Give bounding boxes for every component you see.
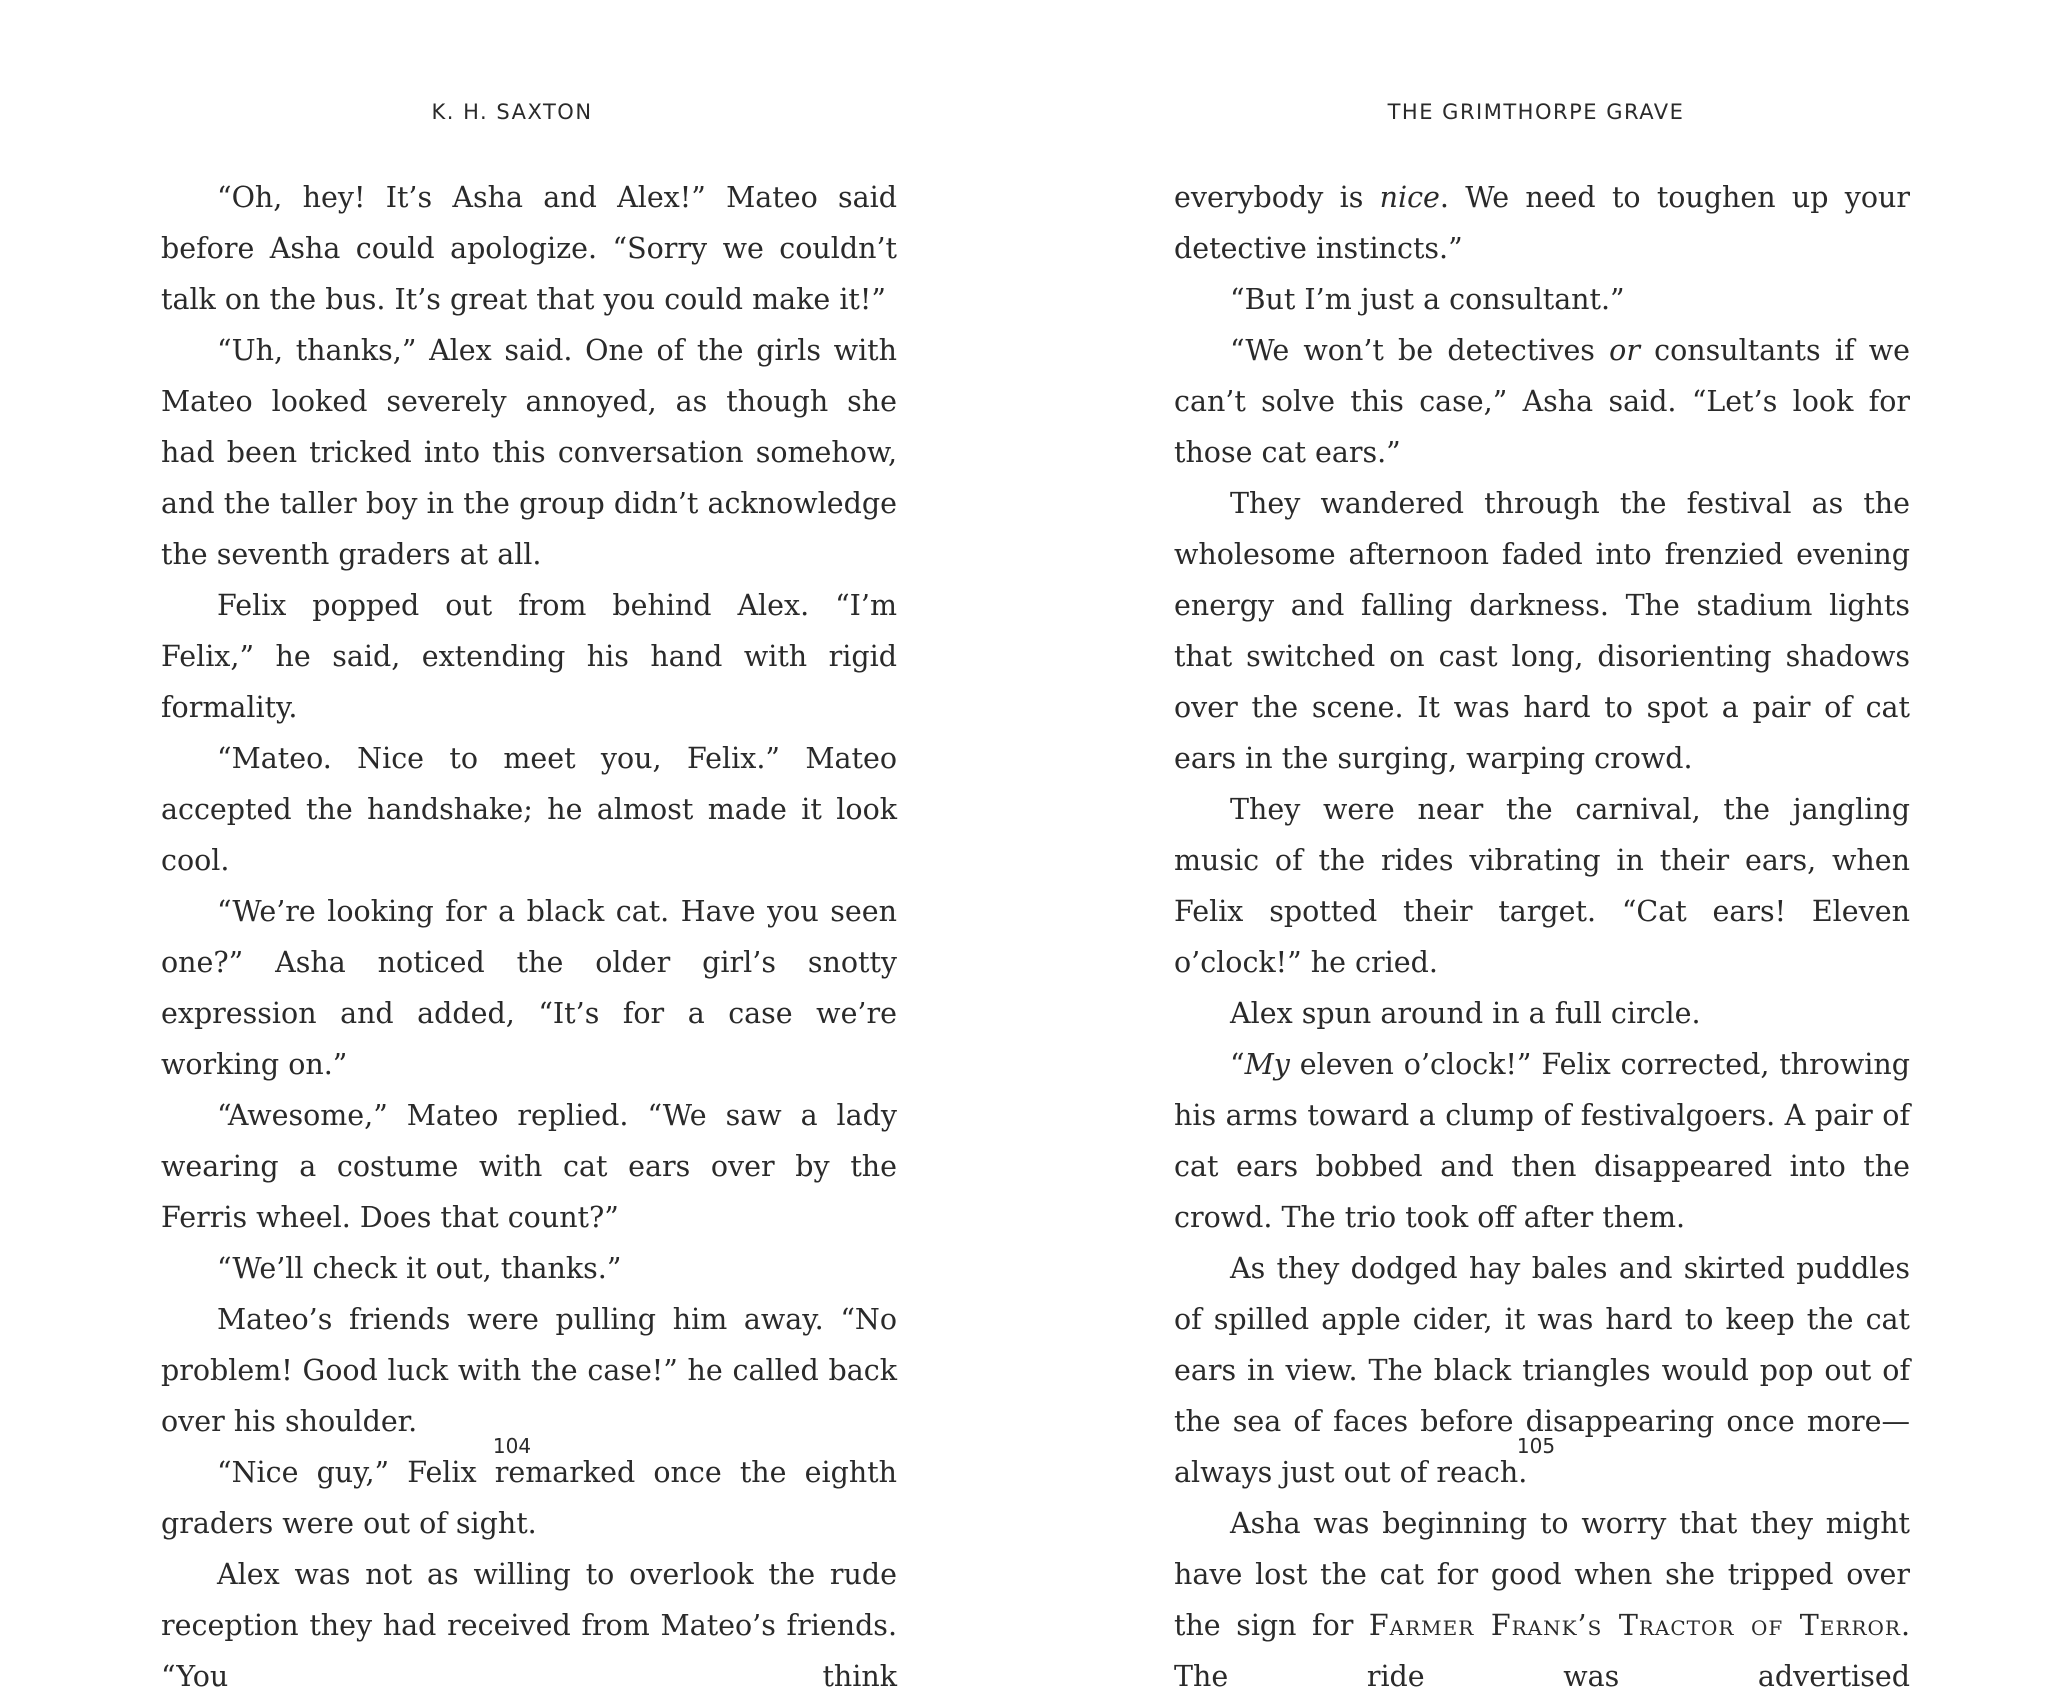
paragraph: They wandered through the festival as the wholesome afternoon faded into frenzied evening energy and falling darkness. The stadium lights that switched on cast long, disorienting shadows over the scene. It was hard to spot a pair of cat ears in the surging, warping crowd. xyxy=(1174,487,1910,775)
right-page-text xyxy=(1174,172,1910,1702)
text-run: . The ride was advertised xyxy=(1174,1609,1910,1693)
paragraph xyxy=(1174,325,1910,478)
paragraph: As they dodged hay bales and skirted puddles of spilled apple cider, it was hard to keep the cat ears in view. The black triangles would pop out of the sea of faces before disappearing once more—always just out of reach. xyxy=(1174,1252,1910,1489)
paragraph: “Mateo. Nice to meet you, Felix.” Mateo accepted the handshake; he almost made it look cool. xyxy=(161,742,897,877)
text-run: consultants if we can’t solve this case,” Asha said. “Let’s look for those cat ears.” xyxy=(1174,334,1910,469)
paragraph: Felix popped out from behind Alex. “I’m Felix,” he said, extending his hand with rigid formality. xyxy=(161,589,897,724)
italic-run: My xyxy=(1244,1048,1290,1081)
running-head-author: K. H. SAXTON xyxy=(431,100,593,124)
running-head-title: THE GRIMTHORPE GRAVE xyxy=(1387,100,1685,124)
paragraph-continued xyxy=(1174,172,1910,274)
paragraph: “Nice guy,” Felix remarked once the eighth graders were out of sight. xyxy=(161,1456,897,1540)
small-caps-run: Farmer Frank’s Tractor of Terror xyxy=(1368,1609,1901,1642)
text-run: . We need to toughen up your detective instincts.” xyxy=(1174,181,1910,265)
text-run: “ xyxy=(1230,1048,1245,1081)
page-number: 105 xyxy=(1516,1434,1556,1458)
paragraph: “We’re looking for a black cat. Have you seen one?” Asha noticed the older girl’s snotty expression and added, “It’s for a case we’re working on.” xyxy=(161,895,897,1081)
text-run: “We won’t be detectives xyxy=(1230,334,1610,367)
page-number: 104 xyxy=(492,1434,532,1458)
right-page xyxy=(1024,0,2048,1693)
paragraph: “Uh, thanks,” Alex said. One of the girls with Mateo looked severely annoyed, as though she had been tricked into this conversation somehow, and the taller boy in the group didn’t acknowledge the seventh graders at all. xyxy=(161,334,897,571)
text-run: eleven o’clock!” Felix corrected, throwing his arms toward a clump of festivalgoers. A pair of cat ears bobbed and then disappeared into the crowd. The trio took off after them. xyxy=(1174,1048,1910,1234)
left-page-text xyxy=(161,172,897,1702)
left-page xyxy=(0,0,1024,1693)
paragraph: “Oh, hey! It’s Asha and Alex!” Mateo said before Asha could apologize. “Sorry we couldn’t talk on the bus. It’s great that you could make it!” xyxy=(161,181,897,316)
paragraph-continues xyxy=(1174,1498,1910,1702)
paragraph: “But I’m just a consultant.” xyxy=(1230,283,1625,316)
paragraph: Alex spun around in a full circle. xyxy=(1230,997,1701,1030)
paragraph-continues: Alex was not as willing to overlook the rude reception they had received from Mateo’s friends. “You think xyxy=(161,1558,897,1693)
paragraph: They were near the carnival, the jangling music of the rides vibrating in their ears, when Felix spotted their target. “Cat ears! Eleven o’clock!” he cried. xyxy=(1174,793,1910,979)
paragraph: Mateo’s friends were pulling him away. “No problem! Good luck with the case!” he called back over his shoulder. xyxy=(161,1303,897,1438)
text-run: Asha was beginning to worry that they might have lost the cat for good when she tripped over the sign for xyxy=(1174,1507,1910,1642)
paragraph: “We’ll check it out, thanks.” xyxy=(217,1252,622,1285)
paragraph: “Awesome,” Mateo replied. “We saw a lady wearing a costume with cat ears over by the Ferris wheel. Does that count?” xyxy=(161,1099,897,1234)
text-run: everybody is xyxy=(1174,181,1380,214)
italic-run: nice xyxy=(1379,181,1440,214)
italic-run: or xyxy=(1609,334,1640,367)
paragraph xyxy=(1174,1039,1910,1243)
